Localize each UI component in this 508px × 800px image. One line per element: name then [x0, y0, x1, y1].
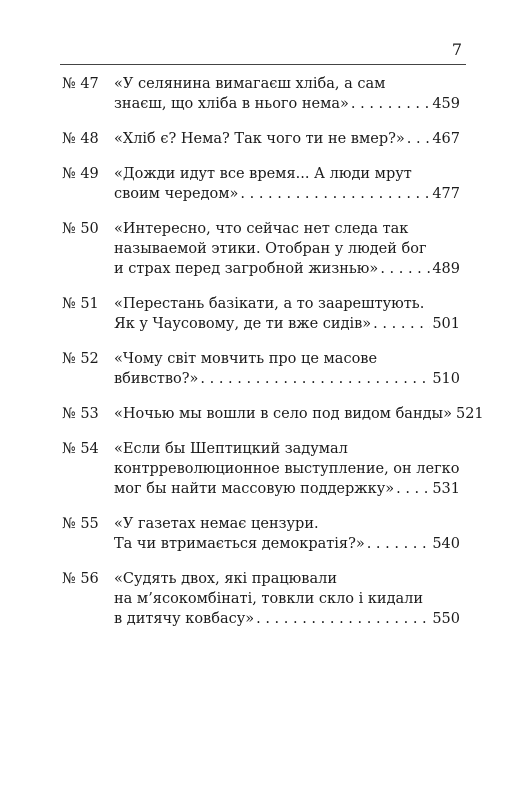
entry-number: № 51: [62, 296, 99, 312]
entry-title-line: и страх перед загробной жизнью»: [114, 261, 379, 277]
entry-title: [114, 74, 460, 114]
entry-title-line: «Чому світ мовчить про це масове: [114, 351, 378, 367]
entry-title-line: «Хліб є? Нема? Так чого ти не вмер?»: [114, 131, 405, 147]
entry-number: № 52: [62, 351, 99, 367]
entry-title-line: «У газетах немає цензури.: [114, 516, 319, 532]
entry-title: [114, 439, 460, 499]
entry-title: [114, 514, 460, 554]
entry-title-line: «Судять двох, які працювали: [114, 571, 337, 587]
entry-page-number: 531: [432, 481, 460, 497]
toc-entry: [62, 349, 460, 389]
entry-title-line: «У селянина вимагаєш хліба, а сам: [114, 76, 386, 92]
dot-leader: [256, 609, 430, 629]
entry-title: [114, 294, 460, 334]
dot-leader: [396, 479, 430, 499]
toc-entry: [62, 569, 460, 629]
entry-title-line: вбивство?»: [114, 371, 199, 387]
toc-entry: [62, 404, 484, 424]
entry-title-line: знаєш, що хліба в нього нема»: [114, 96, 349, 112]
dot-leader: [373, 314, 430, 334]
entry-title-line: на м’ясокомбінаті, товкли скло і кидали: [114, 591, 424, 607]
entry-page-number: 501: [432, 316, 460, 332]
dot-leader: [407, 129, 431, 149]
entry-title-line: «Интересно, что сейчас нет следа так: [114, 221, 409, 237]
entry-number: № 48: [62, 131, 99, 147]
entry-title-line: Та чи втримається демократія?»: [114, 536, 365, 552]
toc-entry: [62, 439, 460, 499]
entry-number: № 49: [62, 166, 99, 182]
toc-entry: [62, 74, 460, 114]
dot-leader: [380, 259, 430, 279]
page-number: 7: [451, 40, 462, 59]
entry-number: № 47: [62, 76, 99, 92]
entry-title-line: мог бы найти массовую поддержку»: [114, 481, 395, 497]
toc-entry: [62, 294, 460, 334]
entry-title-line: называемой этики. Отобран у людей бог: [114, 241, 427, 257]
entry-title-line: «Дожди идут все время... А люди мрут: [114, 166, 412, 182]
toc-entry: [62, 514, 460, 554]
entry-title-line: «Если бы Шептицкий задумал: [114, 441, 348, 457]
entry-title: [114, 129, 460, 149]
entry-page-number: 467: [432, 131, 460, 147]
entry-page-number: 521: [455, 406, 484, 422]
entry-title-line: в дитячу ковбасу»: [114, 611, 255, 627]
entry-title: [114, 569, 460, 629]
entry-number: № 54: [62, 441, 99, 457]
entry-number: № 50: [62, 221, 99, 237]
entry-title: [114, 219, 460, 279]
entry-page-number: 550: [432, 611, 460, 627]
entry-number: № 55: [62, 516, 99, 532]
toc-entry: [62, 129, 460, 149]
entry-title: [114, 164, 460, 204]
entry-number: № 53: [62, 406, 99, 422]
dot-leader: [200, 369, 430, 389]
entry-number: № 56: [62, 571, 99, 587]
entry-title: [114, 404, 484, 424]
entry-page-number: 459: [432, 96, 460, 112]
dot-leader: [367, 534, 431, 554]
table-of-contents: [62, 74, 484, 644]
header-rule: [60, 64, 466, 65]
dot-leader: [351, 94, 430, 114]
entry-title-line: «Ночью мы вошли в село под видом банды»: [114, 406, 452, 422]
entry-title-line: Як у Чаусовому, де ти вже сидів»: [114, 316, 372, 332]
entry-title-line: своим чередом»: [114, 186, 239, 202]
entry-title-line: контрреволюционное выступление, он легко: [114, 461, 460, 477]
toc-entry: [62, 219, 460, 279]
entry-page-number: 510: [432, 371, 460, 387]
entry-title: [114, 349, 460, 389]
entry-page-number: 489: [432, 261, 460, 277]
entry-title-line: «Перестань базікати, а то заарештують.: [114, 296, 425, 312]
entry-page-number: 477: [432, 186, 460, 202]
entry-page-number: 540: [432, 536, 460, 552]
toc-entry: [62, 164, 460, 204]
dot-leader: [240, 184, 430, 204]
